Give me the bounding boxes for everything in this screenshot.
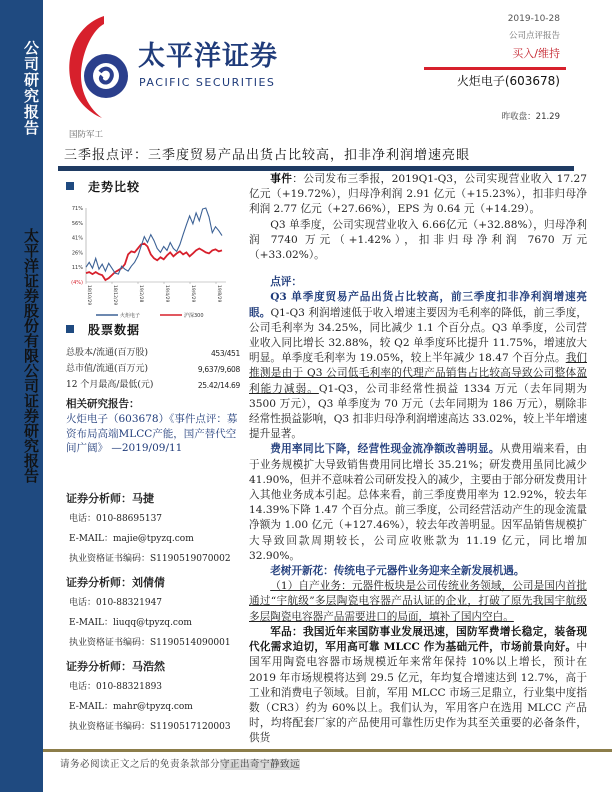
stock-data-label: 总股本/流通(百万股)	[66, 348, 149, 358]
series-line-hs300	[86, 244, 222, 281]
series-line-huoju	[86, 208, 222, 274]
stock-data-value: 25.42/14.69	[197, 381, 240, 390]
square-bullet-icon	[66, 182, 74, 190]
stock-data-heading-text: 股票数据	[88, 323, 141, 337]
stock-data-label: 12 个月最高/最低(元)	[66, 380, 154, 390]
footer	[60, 759, 300, 771]
stock-data-value: 453/451	[210, 349, 240, 358]
footer-divider	[43, 749, 612, 752]
analyst-phone: 电话：010-88695137	[69, 514, 163, 524]
paragraph-text: ：公司发布三季报，2019Q1-Q3，公司实现营业收入 17.27 亿元（+19.72%），归母净利润 2.91 亿元（+15.23%），扣非归母净利润 2.77 亿元（+27.66%），EPS 为 0.64 元（+14.29）。	[249, 173, 588, 216]
report-title: 三季报点评：三季度贸易产品出货占比较高，扣非净利润增速亮眼	[64, 148, 471, 163]
close-price: 昨收盘：21.29	[501, 112, 560, 122]
body-paragraph	[249, 218, 587, 264]
related-reports-heading: 相关研究报告：	[66, 398, 140, 410]
paragraph-lead: 事件	[270, 173, 293, 185]
report-date: 2019-10-28	[507, 14, 560, 24]
stock-data-row	[66, 380, 240, 391]
paragraph-lead: 老树开新花：传统电子元器件业务迎来全新发展机遇。	[270, 565, 525, 578]
analyst-cert: 执业资格证书编码：S1190517120003	[69, 722, 231, 732]
legend-label: 火炬电子	[120, 313, 141, 319]
analyst-email[interactable]: E-MAIL：liuqq@tpyzq.com	[69, 618, 192, 628]
body-paragraph	[249, 290, 587, 442]
related-report-link[interactable]: 火炬电子（603678）《事件点评：募资布局高端MLCC产能，国产替代空间广阔》 —2019/09/11	[66, 413, 238, 454]
analyst-cert: 执业资格证书编码：S1190519070002	[69, 554, 231, 564]
report-body	[249, 172, 587, 747]
trend-heading	[66, 180, 140, 194]
x-tick-label: 18/12/29	[112, 285, 117, 306]
sidebar-bottom-text: 太平洋证券股份有限公司证券研究报告	[22, 228, 40, 483]
x-tick-label: 19/4/29	[164, 285, 169, 303]
brand-name-en: PACIFIC SECURITIES	[139, 76, 276, 89]
brand-name-cn: 太平洋证券	[138, 41, 278, 72]
analyst-name: 证券分析师：刘倩倩	[66, 576, 165, 589]
sidebar-band	[0, 0, 43, 792]
footer-disclaimer: 请务必阅读正文之后的免责条款部分	[60, 759, 221, 770]
title-divider	[58, 166, 574, 171]
body-paragraph	[249, 172, 587, 218]
paragraph-text: 从费用端来看，由于业务规模扩大导致销售费用同比增长 35.21%；研发费用虽同比减少 41.90%，但并不意味着公司研发投入的减少，主要由于部分研发费用计入其他业务成本引起。总体来看，前三季度费用率为 12.92%，较去年 14.39%下降 1.47 个百分点。前三季度，公司经营活动产生的现金流量净额为 1.00 亿元（+127.46%），较去年改善明显。因军品销售规模扩大导致回款周期较长，公司应收账款为 11.19 亿元，同比增加 32.90%。	[249, 443, 588, 562]
square-bullet-icon	[66, 325, 74, 333]
rating: 买入/维持	[512, 47, 560, 60]
rating-divider	[424, 67, 566, 70]
y-tick-label: 71%	[71, 206, 83, 212]
paragraph-lead: 费用率同比下降，经营性现金流净额改善明显。	[270, 443, 500, 456]
paragraph-text: 中国军用陶瓷电容器市场规模近年来常年保持 10%以上增长，预计在 2019 年市场规模将达到 29.5 亿元，年均复合增速达到 12.7%，高于工业和消费电子领域。目前，军用 MLCC 市场三足鼎立，行业集中度指数（CR3）约为 60%以上。我们认为，军用客户在选用 MLCC 产品时，均将配套厂家的产品使用可靠性历史作为其至关重要的必备条件，供货	[249, 641, 587, 745]
y-tick-label: 56%	[71, 220, 83, 227]
paragraph-text: Q3 单季度，公司实现营业收入 6.66亿元（+32.88%），归母净利润 7740 万元（+1.42%），扣非归母净利润 7670 万元（+33.02%）。	[249, 218, 587, 262]
report-type: 公司点评报告	[508, 31, 560, 41]
stock-data-row	[66, 348, 240, 359]
stock-data-label: 总市值/流通(百万元)	[66, 364, 149, 374]
body-paragraph	[249, 564, 587, 579]
x-tick-label: 19/6/29	[190, 285, 195, 303]
trend-chart	[58, 198, 238, 320]
pacific-securities-logo-icon	[64, 14, 134, 119]
analyst-phone: 电话：010-88321947	[69, 598, 163, 608]
sidebar-top-text: 公司研究报告	[22, 40, 40, 136]
analyst-email[interactable]: E-MAIL：majie@tpyzq.com	[69, 534, 194, 544]
body-paragraph	[249, 442, 587, 564]
paragraph-text: Q1-Q3，公司非经常性损益 1334 万元（去年同期为 3500 万元），Q3 单季度为 70 万元（去年同期为 186 万元），剔除非经常性损益影响，Q3 扣非归母净利润增速高达 33.02%，较上半年增速提升显著。	[249, 382, 588, 441]
x-tick-label: 19/8/29	[216, 285, 221, 303]
paragraph-lead: Q3 单季度贸易产品出货占比较高，前三季度扣非净利润增速亮眼。	[249, 291, 587, 319]
paragraph-text: Q1-Q3 利润增速低于收入增速主要因为毛利率的降低，前三季度，公司毛利率为 34.25%，同比减少 1.1 个百分点。Q3 单季度，公司营业收入同比增长 32.88%，较 Q2 单季度环比提升 11.75%，增速放大明显。单季度毛利率为 19.05%，较上半年减少 18.47 个百分点。	[249, 306, 588, 365]
footer-slogan: 守正出奇宁静致远	[220, 759, 301, 770]
legend-label: 沪深300	[184, 313, 204, 319]
body-paragraph	[249, 625, 587, 747]
y-tick-label: (4%)	[71, 280, 83, 286]
paragraph-lead: 军品：我国近年来国防事业发展迅速，国防军费增长稳定，装备现代化需求迫切，军用高可靠 MLCC 作为基础元件，市场前景向好。	[249, 625, 587, 654]
analyst-name: 证券分析师：马捷	[66, 492, 154, 505]
analyst-email[interactable]: E-MAIL：mahr@tpyzq.com	[69, 702, 193, 712]
paragraph-text: （1）自产业务：元器件板块是公司传统业务领域，公司是国内首批通过“宇航级”多层陶瓷电容器产品认证的企业，打破了原先我国宇航级多层陶瓷电容器产品需要进口的局面，填补了国内空白。	[249, 580, 587, 623]
stock-data-heading	[66, 323, 140, 337]
stock-name: 火炬电子(603678)	[456, 74, 560, 88]
analyst-name: 证券分析师：马浩然	[66, 660, 165, 673]
y-tick-label: 11%	[71, 265, 83, 272]
analyst-cert: 执业资格证书编码：S1190514090001	[69, 638, 231, 648]
body-paragraph	[249, 579, 587, 625]
body-paragraph	[249, 275, 587, 290]
stock-data-row	[66, 364, 240, 375]
trend-heading-text: 走势比较	[88, 180, 141, 194]
paragraph-lead: 点评：	[270, 276, 302, 289]
paragraph-text: 我们推测是由于 Q3 公司低毛利率的代理产品销售占比较高导致公司整体盈利能力减弱。	[249, 352, 587, 395]
y-tick-label: 41%	[71, 235, 83, 242]
x-tick-label: 18/10/29	[86, 285, 91, 306]
x-tick-label: 19/2/28	[138, 285, 143, 303]
sector-label: 国防军工	[69, 130, 104, 140]
y-tick-label: 26%	[71, 250, 83, 257]
analyst-phone: 电话：010-88321893	[69, 682, 163, 692]
stock-data-value: 9,637/9,608	[197, 365, 240, 374]
